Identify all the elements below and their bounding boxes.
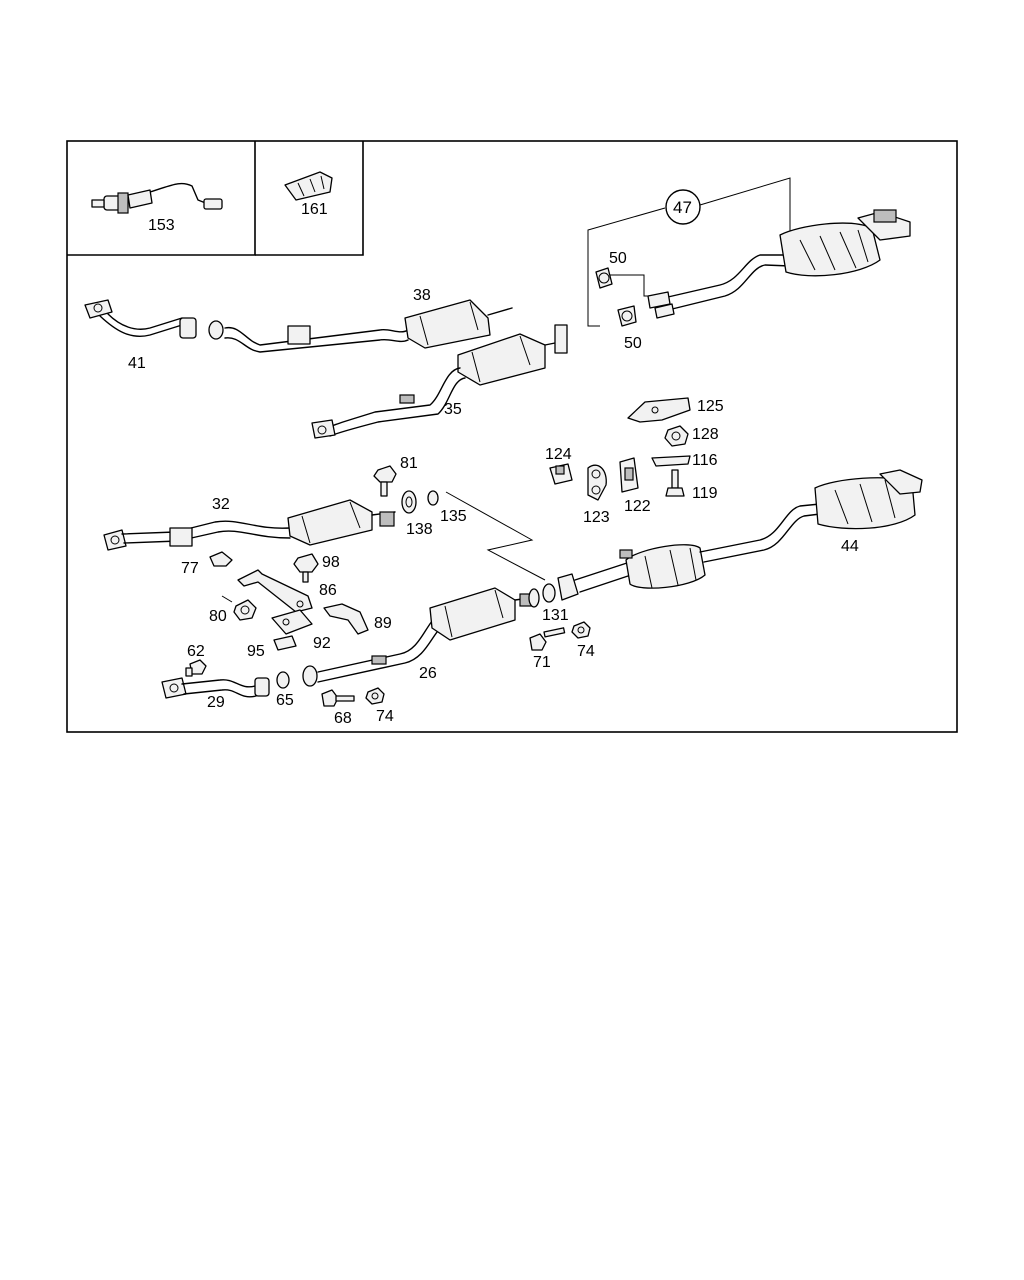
callout-41: 41 xyxy=(128,355,146,372)
clamp-50-upper xyxy=(596,268,612,288)
rubber-mount-122 xyxy=(620,458,638,492)
callout-161: 161 xyxy=(301,201,328,218)
clamp-50-lower xyxy=(618,306,636,326)
nut-74-right xyxy=(572,622,590,638)
nut-80 xyxy=(222,596,256,620)
callout-131: 131 xyxy=(542,607,569,624)
callout-74-right: 74 xyxy=(577,643,595,660)
callout-138: 138 xyxy=(406,521,433,538)
callout-125: 125 xyxy=(697,398,724,415)
bracket-89 xyxy=(324,604,368,634)
callout-81: 81 xyxy=(400,455,418,472)
gasket-131 xyxy=(529,574,578,607)
nut-128 xyxy=(665,426,688,446)
callout-80: 80 xyxy=(209,608,227,625)
ring-135 xyxy=(428,491,438,505)
callout-50-lower: 50 xyxy=(624,335,642,352)
bolt-62 xyxy=(186,660,206,676)
nut-74-bottom xyxy=(366,688,384,704)
bolt-119 xyxy=(666,470,684,496)
callout-32: 32 xyxy=(212,496,230,513)
callout-116: 116 xyxy=(692,452,718,469)
heat-shield-clip xyxy=(285,172,332,200)
clamp-92 xyxy=(272,610,312,634)
callout-153: 153 xyxy=(148,217,175,234)
callout-65: 65 xyxy=(276,692,294,709)
callout-68: 68 xyxy=(334,710,352,727)
callout-26: 26 xyxy=(419,665,437,682)
callout-135: 135 xyxy=(440,508,467,525)
catalytic-converter-38 xyxy=(209,300,512,352)
catalytic-converter-32 xyxy=(104,500,395,550)
callout-35: 35 xyxy=(444,401,462,418)
hanger-124 xyxy=(550,464,572,484)
callout-92: 92 xyxy=(313,635,331,652)
hanger-bracket-125 xyxy=(628,398,690,422)
callout-29: 29 xyxy=(207,694,225,711)
callout-124: 124 xyxy=(545,446,572,463)
callout-86: 86 xyxy=(319,582,337,599)
callout-71: 71 xyxy=(533,654,551,671)
rear-muffler-top xyxy=(648,210,910,318)
inset-box-161 xyxy=(255,141,363,255)
callout-89: 89 xyxy=(374,615,392,632)
callout-98: 98 xyxy=(322,554,340,571)
rubber-mount-123 xyxy=(588,465,606,500)
front-pipe-41 xyxy=(85,300,196,338)
callout-123: 123 xyxy=(583,509,610,526)
ring-65 xyxy=(277,672,289,688)
clip-77 xyxy=(210,552,232,566)
callout-95: 95 xyxy=(247,643,265,660)
oxygen-sensor xyxy=(92,184,222,213)
callout-74-bottom: 74 xyxy=(376,708,394,725)
gasket-138 xyxy=(402,491,416,513)
inset-box-153 xyxy=(67,141,255,255)
callout-62: 62 xyxy=(187,643,205,660)
callout-44: 44 xyxy=(841,538,859,555)
bolt-98 xyxy=(294,554,318,582)
callout-122: 122 xyxy=(624,498,651,515)
callout-38: 38 xyxy=(413,287,431,304)
callout-128: 128 xyxy=(692,426,719,443)
clip-95 xyxy=(274,636,296,650)
bolt-81 xyxy=(374,466,396,496)
clip-116 xyxy=(652,456,690,466)
callout-47: 47 xyxy=(673,198,692,217)
callout-119: 119 xyxy=(692,485,718,502)
leader-135-131 xyxy=(446,492,545,580)
callout-50-upper: 50 xyxy=(609,250,627,267)
bolt-71 xyxy=(530,628,565,650)
callout-77: 77 xyxy=(181,560,199,577)
bolt-68 xyxy=(322,690,354,706)
